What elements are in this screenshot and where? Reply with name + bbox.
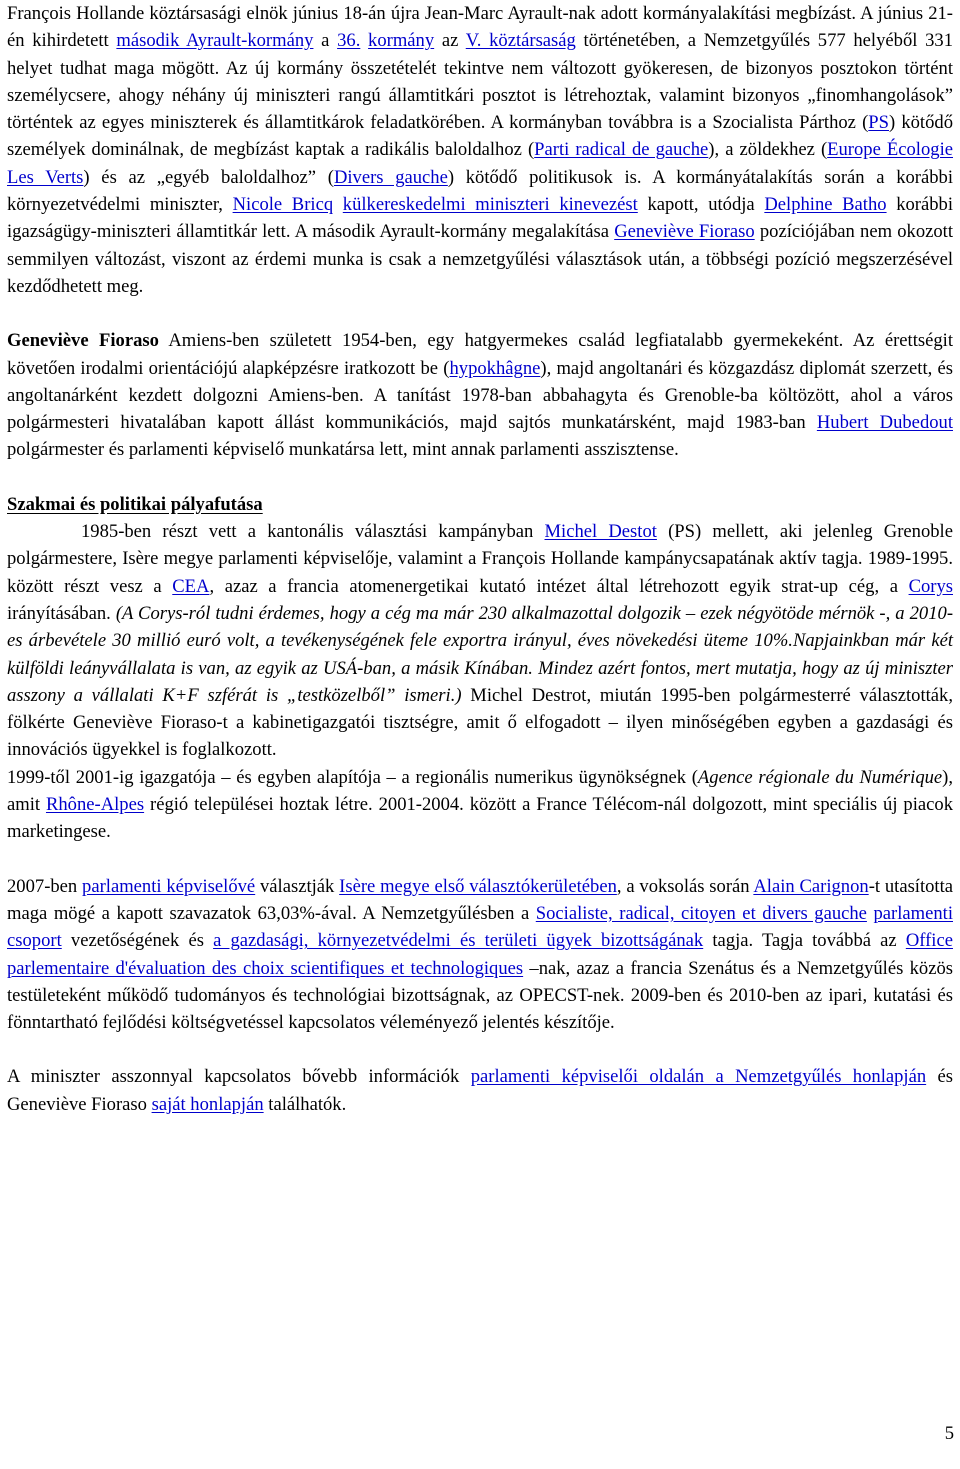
link-ps[interactable]: PS: [868, 112, 889, 134]
link-36[interactable]: 36.: [337, 30, 361, 52]
text: pozíciójában nem okozott semmilyen változást, viszont az érdemi munka is csak a nemzetgyűlési választások után, a többségi pozíció megszerzésével kezdődhetett meg.: [7, 221, 953, 297]
text: 1999-től 2001-ig igazgatója – és egyben alapítója – a regionális numerikus ügynökségnek (: [7, 766, 698, 788]
link-member-of-parliament[interactable]: parlamenti képviselővé: [82, 875, 256, 897]
text: régió települései hoztak létre. 2001-2004. között a France Télécom-nál dolgozott, mint speciális új piacok marketingese.: [7, 794, 953, 843]
text: -t utasította maga mögé a kapott szavazatok 63,03%-ával. A Nemzetgyűlésben a: [7, 875, 954, 924]
text: találhatók.: [263, 1093, 347, 1115]
text: ) kötődő politikusok is. A kormányátalakítás során a korábbi környezetvédelmi miniszter,: [7, 166, 954, 216]
link-isere-first-district[interactable]: Isère megye első választókerületében: [339, 875, 617, 897]
link-michel-destot[interactable]: Michel Destot: [544, 521, 657, 543]
link-parti-radical-de-gauche[interactable]: Parti radical de gauche: [534, 139, 709, 161]
text: [333, 194, 343, 215]
link-alain-carignon[interactable]: Alain Carignon: [753, 875, 869, 897]
text: irányításában.: [7, 602, 116, 624]
paragraph-more-info: [7, 1063, 953, 1118]
italic-note: (A Corys-ról tudni érdemes, hogy a cég ma már 230 alkalmazottal dolgozik – ezek négyötöde mérnök -, a 2010-es árbevétele 30 millió euró volt, a tevékenységének fele exportra irányul, éves növekedési üteme 10%.Napjainkban már két külföldi leányvállalata is van, az egyik az USÁ-ban, a másik Kínában. Mindez azért fontos, mert mutatja, hogy az új miniszter asszony a vállalati K+F szférát is „testközelből” ismeri.): [7, 602, 954, 706]
link-hypokhagne[interactable]: hypokhâgne: [449, 357, 541, 379]
bold-name: Geneviève Fioraso: [7, 330, 159, 352]
text: ) kötődő személyek dominálnak, de megbízást kaptak a radikális baloldalhoz (: [7, 112, 953, 161]
text: 1985-ben részt vett a kantonális választási kampányban: [81, 521, 545, 543]
text: , azaz a francia atomenergetikai kutató intézet által létrehozott egyik strat-up cég, a: [209, 575, 909, 597]
link-genevieve-fioraso[interactable]: Geneviève Fioraso: [614, 221, 755, 243]
link-rhone-alpes[interactable]: Rhône-Alpes: [45, 794, 145, 816]
link-parliamentary-group[interactable]: parlamenti csoport: [7, 902, 953, 952]
link-hubert-dubedout[interactable]: Hubert Dubedout: [816, 412, 953, 434]
text: –nak, azaz a francia Szenátus és a Nemzetgyűlés közös testületeként működő tudományos és technológiai bizottságnak, az OPECST-nek. 2009-ben és 2010-ben az ipari, kutatási és fönntartható fejlődési költségvetéssel kapcsolatos véleményező jelentés készítője.: [7, 957, 954, 1034]
paragraph-biography: [7, 327, 953, 463]
link-corys[interactable]: Corys: [908, 575, 953, 597]
section-heading: Szakmai és politikai pályafutása: [7, 493, 263, 515]
text: , a voksolás során: [616, 875, 754, 897]
link-second-ayrault-government[interactable]: második Ayrault-kormány: [116, 30, 314, 52]
text: kapott, utódja: [637, 194, 765, 216]
text: Michel Destrot, miután 1995-ben polgármesterré választották, fölkérte Geneviève Fioraso-t a kabinetigazgatói tisztségre, amit ő elfogadott – ilyen minőségében egyben a gazdasági és innovációs ügyekkel is foglalkozott.: [7, 684, 953, 761]
link-nicole-bricq[interactable]: Nicole Bricq: [232, 194, 334, 216]
paragraph-agency: [7, 764, 953, 846]
text: ), amit: [7, 766, 954, 816]
link-europe-ecologie-les-verts[interactable]: Europe Écologie Les Verts: [7, 139, 953, 188]
link-foreign-trade-appointment[interactable]: külkereskedelmi miniszteri kinevezést: [342, 194, 638, 216]
paragraph-parliament: [7, 873, 953, 1037]
link-opecst[interactable]: Office parlementaire d'évaluation des choix scientifiques et technologiques: [7, 930, 953, 979]
link-assembly-profile[interactable]: parlamenti képviselői oldalán a Nemzetgyűlés honlapján: [470, 1066, 927, 1088]
text: polgármester és parlamenti képviselő munkatársa lett, mint annak parlamenti asszisztense.: [7, 439, 679, 461]
italic-agency-name: Agence régionale du Numérique: [697, 766, 943, 788]
text: történetében, a Nemzetgyűlés 577 helyéből 331 helyet tudhat maga mögött. Az új kormány összetételét tekintve nem változott gyökeresen, de bizonyos posztokon történt személycsere, ahogy néhány új miniszteri rangú államtitkári posztot is létrehoztak, valamint bizonyos „finomhangolások” történtek az egyes miniszterek és államtitkárok feladatkörében. A kormányban továbbra is a Szocialista Párthoz (: [7, 30, 953, 134]
text: ), a zöldekhez (: [708, 139, 828, 161]
text: ), majd angoltanári és közgazdász diplomát szerzett, és angoltanárként kezdett dolgozni Amiens-ben. A tanítást 1978-ban abbahagyta és Grenoble-ba költözött, ahol a város polgármesteri hivatalában kapott állást kommunikációs, majd sajtós munkatársként, majd 1983-ban: [7, 357, 953, 434]
text: az: [434, 30, 466, 52]
link-cea[interactable]: CEA: [172, 575, 210, 597]
link-own-website[interactable]: saját honlapján: [151, 1093, 264, 1115]
text: A miniszter asszonnyal kapcsolatos bővebb információk: [7, 1066, 471, 1088]
page-number: 5: [944, 1423, 954, 1444]
text: ) és az „egyéb baloldalhoz” (: [83, 166, 334, 188]
text: 2007-ben: [7, 875, 83, 897]
document-page: [7, 0, 953, 1118]
link-divers-gauche[interactable]: Divers gauche: [333, 166, 448, 188]
link-delphine-batho[interactable]: Delphine Batho: [764, 194, 887, 216]
link-government[interactable]: kormány: [368, 30, 435, 52]
text: [360, 30, 368, 51]
text: a: [313, 30, 338, 52]
link-src-group[interactable]: Socialiste, radical, citoyen et divers gauche: [535, 902, 867, 924]
text: korábbi igazságügy-miniszteri államtitkár lett. A második Ayrault-kormány megalakítása: [7, 194, 954, 243]
text: és Geneviève Fioraso: [7, 1066, 953, 1115]
text: vezetőségének és: [61, 930, 214, 952]
text: választják: [255, 875, 340, 897]
link-fifth-republic[interactable]: V. köztársaság: [465, 30, 576, 52]
text: Amiens-ben született 1954-ben, egy hatgyermekes család legfiatalabb gyermekeként. Az érettségit követően irodalmi orientációjú alapképzésre iratkozott be (: [7, 330, 953, 379]
link-economic-committee[interactable]: a gazdasági, környezetvédelmi és területi ügyek bizottságának: [213, 930, 704, 952]
text: (PS) mellett, aki jelenleg Grenoble polgármestere, Isère megye parlamenti képviselője, valamint a François Hollande kampánycsapatának aktív tagja. 1989-1995. között részt vesz a: [7, 521, 953, 597]
text: tagja. Tagja továbbá az: [703, 930, 906, 952]
text: François Hollande köztársasági elnök június 18-án újra Jean-Marc Ayrault-nak adott kormányalakítási megbízást. A június 21-én kihirdetett: [7, 3, 953, 52]
paragraph-career: [7, 518, 953, 764]
paragraph-government: [7, 0, 953, 300]
